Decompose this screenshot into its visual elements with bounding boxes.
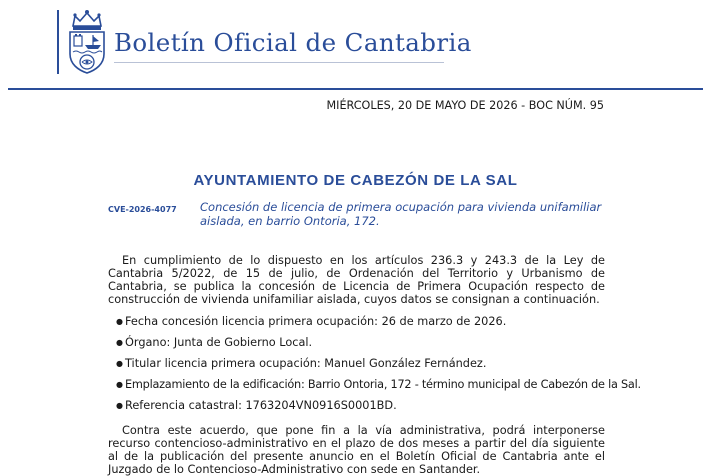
cve-code: CVE-2026-4077 [108,205,177,214]
list-item: ● Titular licencia primera ocupación: Manuel González Fernández. [116,357,487,370]
bullet-icon: ● [116,401,123,410]
issuing-organization: AYUNTAMIENTO DE CABEZÓN DE LA SAL [193,172,518,189]
announcement-body [108,254,641,476]
bullet-icon: ● [116,317,123,326]
masthead [0,0,711,90]
issue-dateline: MIÉRCOLES, 20 DE MAYO DE 2026 - BOC NÚM. 95 [326,99,604,112]
announcement-summary: Concesión de licencia de primera ocupación para vivienda unifamiliar aislada, en barrio Ontoria, 172. [200,200,602,228]
title-underline [114,62,444,63]
intro-paragraph: En cumplimiento de lo dispuesto en los artículos 236.3 y 243.3 de la Ley de Cantabria 5/2022, de 15 de julio, de Ordenación del Territorio y Urbanismo de Cantabria, se publica la concesión de Licencia de Primera Ocupación respecto de construcción de vivienda unifamiliar aislada, cuyos datos se consignan a continuación. [108,254,605,306]
closing-paragraph: Contra este acuerdo, que pone fin a la vía administrativa, podrá interponerse recurso contencioso-administrativo en el plazo de dos meses a partir del día siguiente al de la publicación del presente anuncio en el Boletín Oficial de Cantabria ante el Juzgado de lo Contencioso-Administrativo con sede en Santander. [108,424,605,476]
header-rule [8,88,703,90]
list-item: ● Referencia catastral: 1763204VN0916S0001BD. [116,399,397,412]
list-item: ● Órgano: Junta de Gobierno Local. [116,336,313,349]
license-details-list [108,315,641,412]
list-item: ● Fecha concesión licencia primera ocupación: 26 de marzo de 2026. [116,315,507,328]
bullet-icon: ● [116,380,123,389]
masthead-divider [57,10,59,74]
bulletin-title: Boletín Oficial de Cantabria [114,28,472,57]
list-item: ● Emplazamiento de la edificación: Barrio Ontoria, 172 - término municipal de Cabezón de la Sal. [116,378,641,391]
bullet-icon: ● [116,338,123,347]
bullet-icon: ● [116,359,123,368]
cantabria-coat-of-arms-icon [65,8,109,74]
